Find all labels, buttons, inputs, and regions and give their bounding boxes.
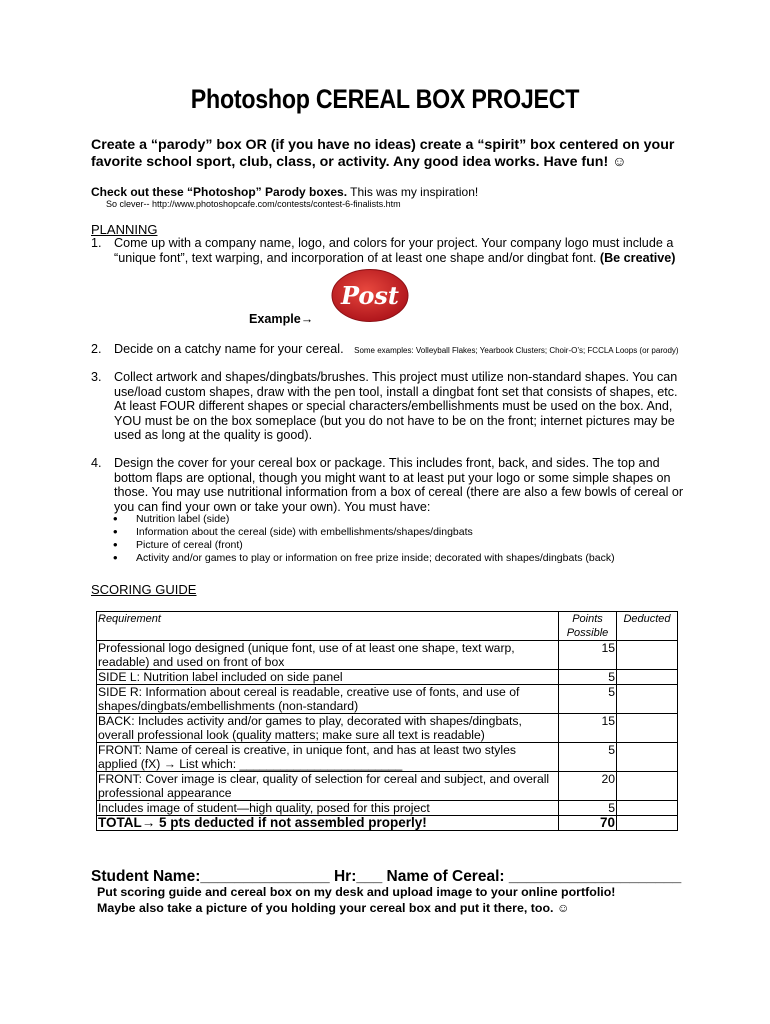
planning-item-1 (91, 236, 691, 265)
deducted-cell[interactable] (617, 714, 678, 743)
planning-item-4 (91, 456, 691, 514)
student-info-line: Student Name:_______________ Hr:___ Name of Cereal: ____________________ (91, 868, 682, 885)
post-logo-text: Post (340, 281, 400, 310)
requirement-cell: SIDE L: Nutrition label included on side panel (97, 670, 559, 685)
points-cell: 5 (559, 743, 617, 772)
requirement-cell: Professional logo designed (unique font, use of at least one shape, text warp, readable) and used on front of box (97, 641, 559, 670)
requirements-bullet-list (113, 513, 615, 565)
scoring-table (96, 611, 678, 831)
requirement-cell: FRONT: Cover image is clear, quality of selection for cereal and subject, and overall professional appearance (97, 772, 559, 801)
planning-item-2 (91, 342, 691, 359)
requirement-cell: BACK: Includes activity and/or games to play, decorated with shapes/dingbats, overall professional look (quality matters; make sure all text is readable) (97, 714, 559, 743)
table-row (97, 685, 678, 714)
item-examples: Some examples: Volleyball Flakes; Yearbook Clusters; Choir-O’s; FCCLA Loops (or parody) (354, 346, 679, 355)
item-number: 4. (91, 456, 102, 470)
deducted-cell[interactable] (617, 743, 678, 772)
bullet-item: • Activity and/or games to play or information on free prize inside; decorated with shapes/dingbats (back) (113, 552, 615, 565)
points-cell: 20 (559, 772, 617, 801)
item-text: Collect artwork and shapes/dingbats/brushes. This project must utilize non-standard shapes. You can use/load custom shapes, draw with the pen tool, install a dingbat font set that consists of shapes, etc. At least FOUR different shapes or special characters/embellishments must be used on the box. And, YOU must be on the box someplace (but you do not have to be on the front; internet pictures may be used as long at the quality is good). (114, 370, 678, 443)
total-label: TOTAL→ 5 pts deducted if not assembled properly! (97, 816, 559, 831)
total-deducted-cell[interactable] (617, 816, 678, 831)
table-row (97, 743, 678, 772)
inspiration-line (91, 185, 478, 199)
footer-instructions (97, 885, 615, 916)
deducted-cell[interactable] (617, 685, 678, 714)
header-points: Points Possible (559, 612, 617, 641)
points-cell: 5 (559, 685, 617, 714)
scoring-heading: SCORING GUIDE (91, 582, 197, 597)
bullet-item: • Picture of cereal (front) (113, 539, 615, 552)
item-bold: (Be creative) (599, 250, 676, 265)
intro-paragraph: Create a “parody” box OR (if you have no ideas) create a “spirit” box centered on your favorite school sport, club, class, or activity. Any good idea works. Have fun! ☺ (91, 137, 675, 170)
total-row (97, 816, 678, 831)
requirement-cell: SIDE R: Information about cereal is readable, creative use of fonts, and use of shapes/dingbats/embellishments (non-standard) (97, 685, 559, 714)
deducted-cell[interactable] (617, 772, 678, 801)
item-text: Design the cover for your cereal box or package. This includes front, back, and sides. The top and bottom flaps are optional, though you might want to at least put your logo or some simple shapes on those. You may use nutritional information from a box of cereal (there are also a few bowls of cereal or you can find your own or take your own). You must have: (114, 456, 684, 514)
footer-line-2: Maybe also take a picture of you holding your cereal box and put it there, too. ☺ (97, 900, 570, 915)
inspiration-bold: Check out these “Photoshop” Parody boxes. (91, 185, 348, 199)
example-label: Example→ (249, 312, 314, 326)
bullet-item: • Information about the cereal (side) with embellishments/shapes/dingbats (113, 526, 615, 539)
item-number: 1. (91, 236, 102, 250)
table-row (97, 714, 678, 743)
table-row (97, 772, 678, 801)
item-text: Decide on a catchy name for your cereal. (114, 342, 344, 356)
post-logo-image (330, 268, 410, 323)
table-row (97, 670, 678, 685)
item-number: 2. (91, 342, 102, 356)
inspiration-link: So clever-- http://www.photoshopcafe.com/contests/contest-6-finalists.htm (106, 199, 401, 209)
points-cell: 5 (559, 801, 617, 816)
item-number: 3. (91, 370, 102, 384)
table-row (97, 801, 678, 816)
header-requirement: Requirement (97, 612, 559, 641)
requirement-cell: FRONT: Name of cereal is creative, in unique font, and has at least two styles applied (fX) → List which: ________________________ (97, 743, 559, 772)
total-points: 70 (559, 816, 617, 831)
deducted-cell[interactable] (617, 801, 678, 816)
inspiration-rest: This was my inspiration! (347, 185, 479, 199)
requirement-cell: Includes image of student—high quality, posed for this project (97, 801, 559, 816)
bullet-item: • Nutrition label (side) (113, 513, 615, 526)
planning-heading: PLANNING (91, 222, 158, 237)
deducted-cell[interactable] (617, 641, 678, 670)
points-cell: 15 (559, 714, 617, 743)
item-text: Come up with a company name, logo, and colors for your project. Your company logo must include a “unique font”, text warping, and incorporation of at least one shape and/or dingbat font. (114, 236, 674, 265)
table-row (97, 641, 678, 670)
points-cell: 5 (559, 670, 617, 685)
table-header-row (97, 612, 678, 641)
points-cell: 15 (559, 641, 617, 670)
planning-item-3 (91, 370, 691, 443)
page-title: Photoshop CEREAL BOX PROJECT (190, 84, 580, 114)
footer-line-1: Put scoring guide and cereal box on my desk and upload image to your online portfolio! (97, 885, 616, 899)
header-deducted: Deducted (617, 612, 678, 641)
deducted-cell[interactable] (617, 670, 678, 685)
